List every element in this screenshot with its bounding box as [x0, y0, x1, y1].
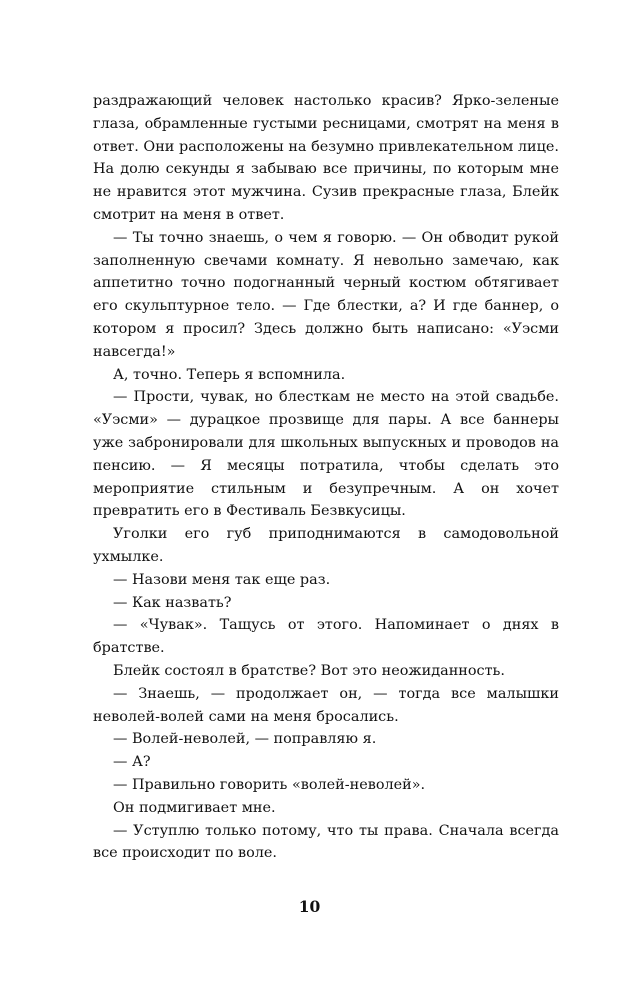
paragraph-dialogue: — Волей-неволей, — поправляю я. [113, 731, 377, 748]
paragraph: Уголки его губ приподнимаются в самодовольной ухмылке. [93, 526, 559, 565]
paragraph-dialogue: — Ты точно знаешь, о чем я говорю. — Он обводит рукой заполненную свечами комнату. Я невольно замечаю, как аппетитно точно подогнанный черный костюм обтягивает его скульптурное тело. — Где блестки, а? И где баннер, о котором я просил? Здесь должно быть написано: «Уэсми навсегда!» [93, 229, 559, 360]
paragraph-continued: раздражающий человек настолько красив? Ярко-зеленые глаза, обрамленные густыми ресницами, смотрят на меня в ответ. Они расположены на безумно привлекательном лице. На долю секунды я забываю все причины, по которым мне не нравится этот мужчина. Сузив прекрасные глаза, Блейк смотрит на меня в ответ. [93, 93, 559, 223]
paragraph-dialogue: — Назови меня так еще раз. [113, 571, 331, 588]
paragraph-dialogue: — Правильно говорить «волей-неволей». [113, 776, 426, 793]
paragraph-dialogue: — Как назвать? [113, 594, 232, 611]
paragraph-dialogue: — Знаешь, — продолжает он, — тогда все малышки неволей-волей сами на меня бросались. [93, 685, 559, 725]
paragraph-dialogue: — Прости, чувак, но блесткам не место на этой свадьбе. «Уэсми» — дурацкое прозвище для пары. А все баннеры уже забронировали для школьных выпускных и проводов на пенсию. — Я месяцы потратила, чтобы сделать это мероприятие стильным и безупречным. А он хочет превратить его в Фестиваль Безвкусицы. [93, 389, 559, 520]
book-page-text [93, 90, 559, 865]
paragraph: Блейк состоял в братстве? Вот это неожиданность. [113, 662, 505, 679]
paragraph-dialogue: — А? [113, 754, 151, 771]
page-number: 10 [298, 897, 321, 916]
paragraph: А, точно. Теперь я вспомнила. [113, 366, 346, 383]
paragraph-dialogue: — Уступлю только потому, что ты права. Сначала всегда все происходит по воле. [93, 822, 559, 862]
paragraph-dialogue: — «Чувак». Тащусь от этого. Напоминает о днях в братстве. [93, 617, 559, 657]
paragraph: Он подмигивает мне. [113, 799, 276, 816]
